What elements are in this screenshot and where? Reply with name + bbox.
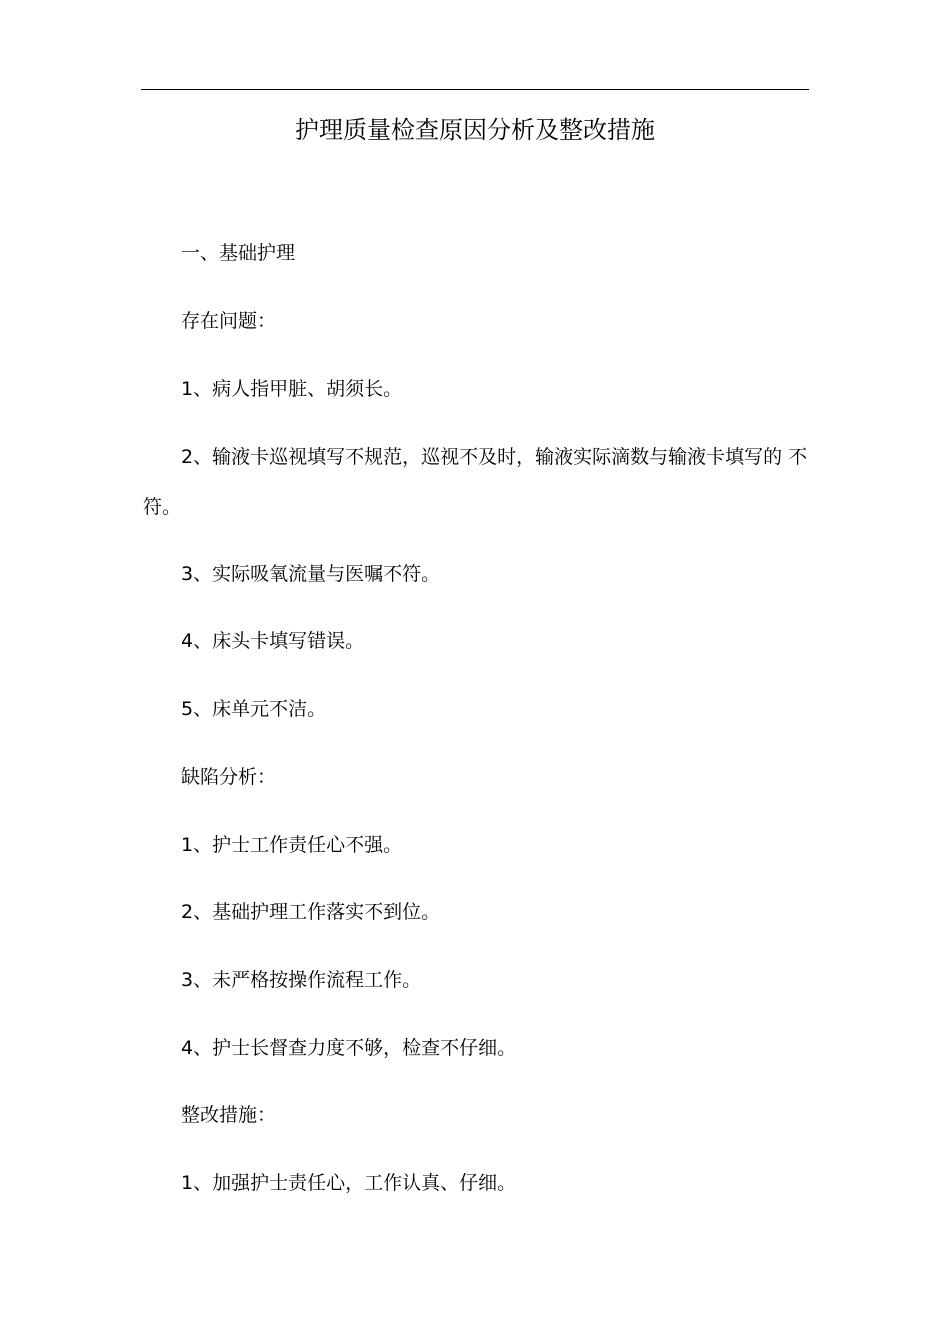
analysis-heading: 缺陷分析：: [181, 766, 277, 788]
document-title: 护理质量检查原因分析及整改措施: [295, 116, 655, 144]
measure-item: 1、加强护士责任心，工作认真、仔细。: [181, 1172, 517, 1194]
problem-item: 4、床头卡填写错误。: [181, 630, 365, 652]
problem-item: 5、床单元不洁。: [181, 698, 327, 720]
problems-heading: 存在问题：: [181, 310, 277, 332]
measures-heading: 整改措施：: [181, 1104, 277, 1126]
problem-item: 3、实际吸氧流量与医嘱不符。: [181, 563, 441, 585]
analysis-item: 2、基础护理工作落实不到位。: [181, 901, 441, 923]
problem-item: 1、病人指甲脏、胡须长。: [181, 378, 403, 400]
problem-item: 2、输液卡巡视填写不规范，巡视不及时，输液实际滴数与输液卡填写的 不符。: [143, 446, 808, 518]
analysis-item: 1、护士工作责任心不强。: [181, 834, 403, 856]
analysis-item: 3、未严格按操作流程工作。: [181, 969, 422, 991]
analysis-item: 4、护士长督查力度不够，检查不仔细。: [181, 1037, 517, 1059]
section-heading: 一、基础护理: [181, 242, 296, 264]
header-rule: [141, 89, 809, 90]
